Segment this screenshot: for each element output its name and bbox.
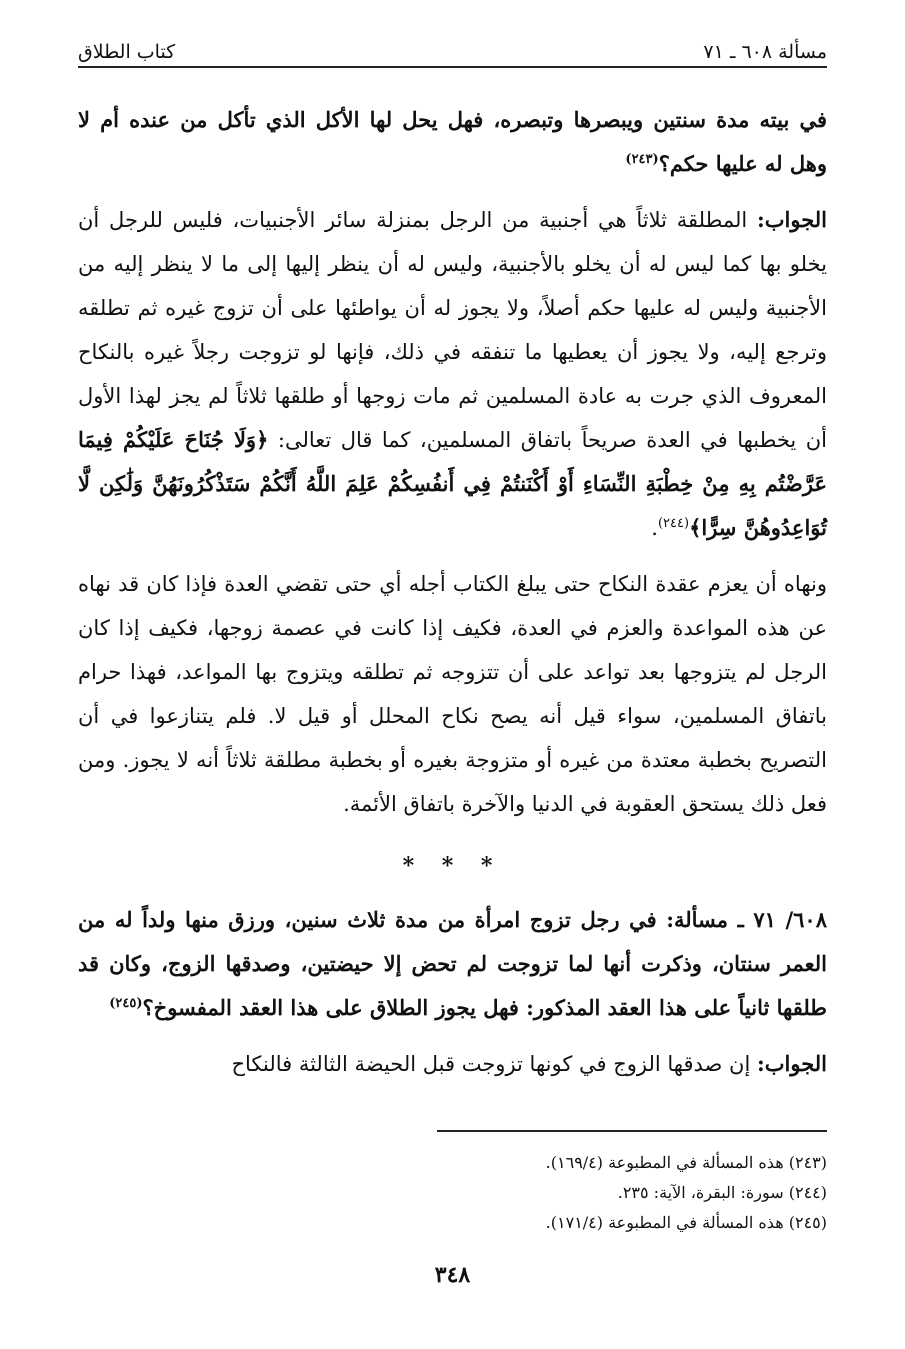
- header-book-title: كتاب الطلاق: [78, 41, 176, 63]
- question-608-text: ٦٠٨/ ٧١ ـ مسألة: في رجل تزوج امرأة من مدة ثلاث سنين، ورزق منها ولداً له من العمر سنتان، وذكرت أنها لما تزوجت لم تحض إلا حيضتين، وصدقها الزوج، وكان قد طلقها ثانياً على هذا العقد المذكور: فهل يجوز الطلاق على هذا العقد المفسوخ؟: [78, 907, 827, 1020]
- running-header: [78, 30, 827, 68]
- answer-paragraph: [78, 198, 827, 550]
- answer-continuation: ونهاه أن يعزم عقدة النكاح حتى يبلغ الكتاب أجله أي حتى تقضي العدة فإذا كان قد نهاه عن هذه المواعدة والعزم في العدة، فكيف إذا كانت في عصمة زوجها، فكيف إذا كان الرجل لم يتزوجها بعد تواعد على أن تتزوجه ثم تطلقه ويتزوج بها المواعد، فهذا حرام باتفاق المسلمين، سواء قيل أنه يصح نكاح المحلل أو قيل لا. فلم يتنازعوا في أن التصريح بخطبة معتدة من غيره أو متزوجة بغيره أو بخطبة مطلقة ثلاثاً أنه لا يجوز. ومن فعل ذلك يستحق العقوبة في الدنيا والآخرة باتفاق الأئمة.: [78, 572, 827, 816]
- footnote-ref-243: (٢٤٣): [625, 152, 659, 167]
- question-continuation: [78, 98, 827, 186]
- question-text: في بيته مدة سنتين ويبصرها وتبصره، فهل يحل لها الأكل الذي تأكل من عنده أم لا وهل له عليها حكم؟: [78, 107, 827, 176]
- answer-end-punct: .: [651, 516, 658, 540]
- footnote-ref-245: (٢٤٥): [109, 996, 143, 1011]
- footnote-243: (٢٤٣) هذه المسألة في المطبوعة (١٦٩/٤).: [545, 1153, 827, 1172]
- answer-608-text: إن صدقها الزوج في كونها تزوجت قبل الحيضة الثالثة فالنكاح: [231, 1052, 751, 1076]
- answer-608: [78, 1042, 827, 1086]
- answer-text: المطلقة ثلاثاً هي أجنبية من الرجل بمنزلة سائر الأجنبيات، فليس للرجل أن يخلو بها كما ليس له أن يخلو بالأجنبية، وليس له أن ينظر إليها إلى ما لا ينظر إليه من الأجنبية وليس له عليها حكم أصلاً، ولا يجوز له أن يواطئها على أن تزوج غيره ثم تطلقه وترجع إليه، ولا يجوز أن يعطيها ما تنفقه في ذلك، فإنها لو تزوجت رجلاً غيره بالنكاح المعروف الذي جرت به عادة المسلمين ثم مات زوجها أو طلقها ثلاثاً لم يجز لهذا الأول أن يخطبها في العدة صريحاً باتفاق المسلمين، كما قال تعالى:: [78, 208, 827, 452]
- header-issue-number: مسألة ٦٠٨ ـ ٧١: [703, 41, 827, 63]
- quran-verse: ﴿وَلَا جُنَاحَ عَلَيْكُمْ فِيمَا عَرَّضْتُم بِهِ مِنْ خِطْبَةِ النِّسَاءِ أَوْ أَكْنَنتُمْ فِي أَنفُسِكُمْ عَلِمَ اللَّهُ أَنَّكُمْ سَتَذْكُرُونَهُنَّ وَلَٰكِن لَّا تُوَاعِدُوهُنَّ سِرًّا﴾: [78, 427, 827, 540]
- page-number: ٣٤٨: [434, 1262, 471, 1288]
- question-608: [78, 898, 827, 1030]
- footnote-244: (٢٤٤) سورة: البقرة، الآية: ٢٣٥.: [617, 1183, 827, 1202]
- footnote-divider: [437, 1130, 827, 1132]
- answer-608-label: الجواب:: [757, 1051, 827, 1076]
- section-separator: * * *: [402, 853, 503, 879]
- footnote-ref-244: (٢٤٤): [657, 516, 690, 531]
- footnotes: [78, 1148, 827, 1238]
- answer-label: الجواب:: [757, 207, 827, 232]
- main-text: [78, 98, 827, 1086]
- footnote-245: (٢٤٥) هذه المسألة في المطبوعة (١٧١/٤).: [545, 1213, 827, 1232]
